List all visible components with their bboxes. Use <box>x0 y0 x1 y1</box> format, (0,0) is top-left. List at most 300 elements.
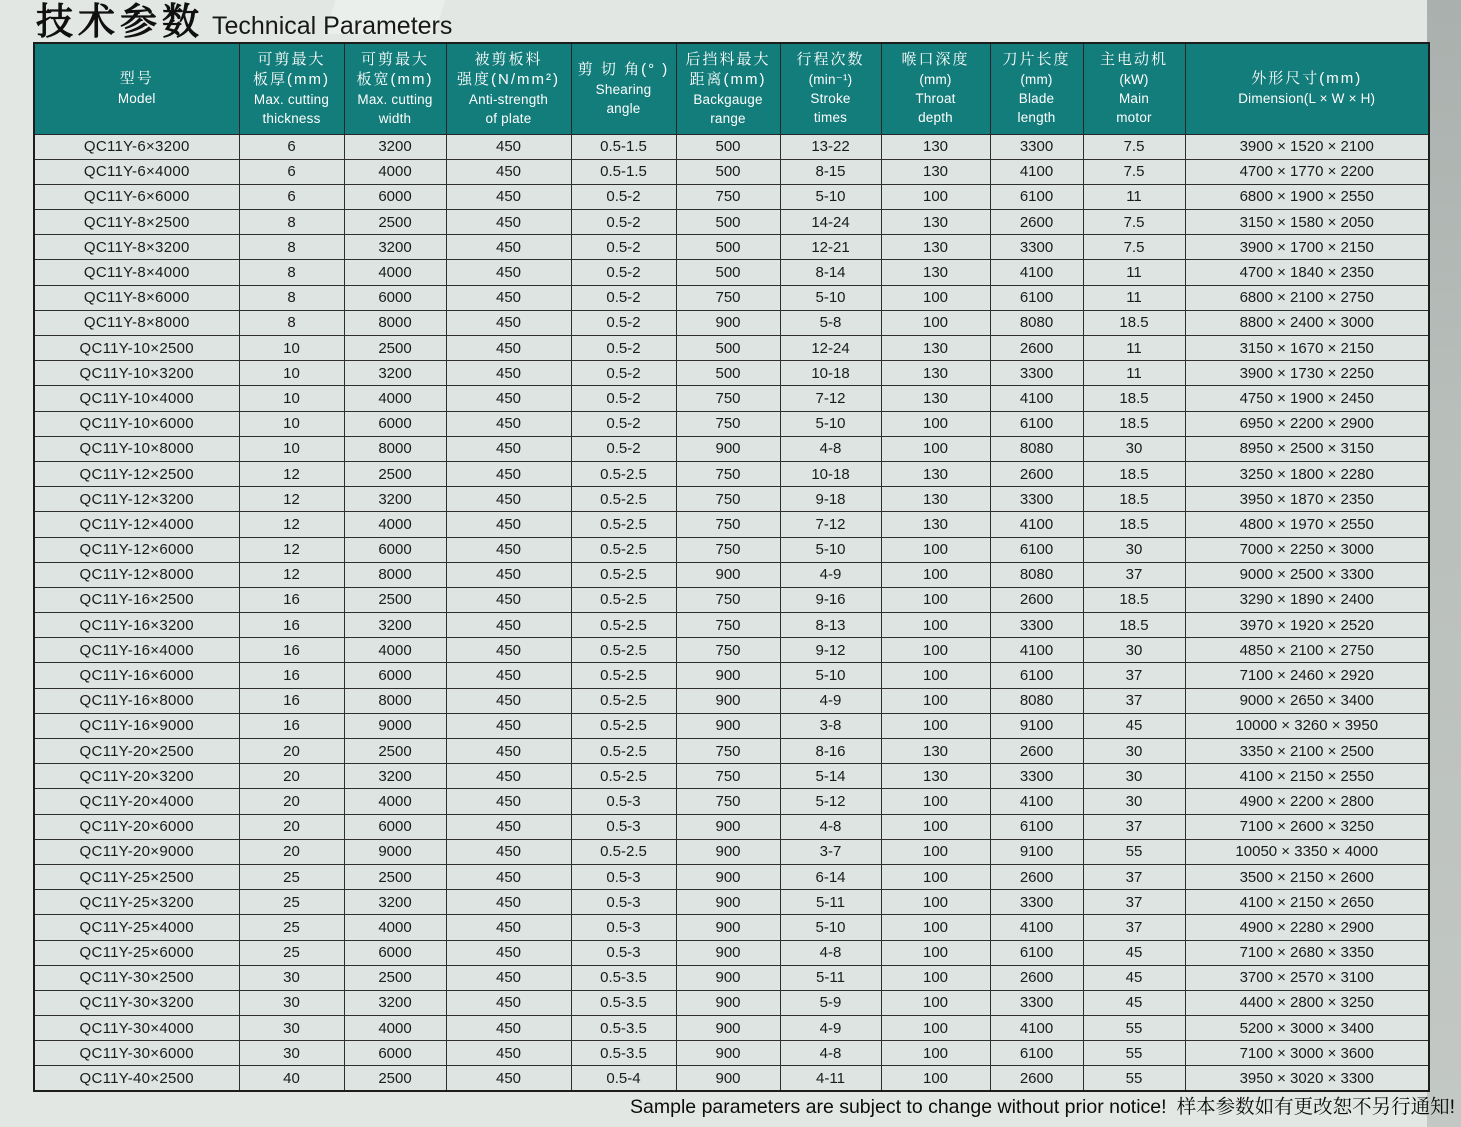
header-line: Throat <box>915 91 956 107</box>
cell-motor: 11 <box>1083 336 1185 361</box>
cell-backgauge: 900 <box>676 814 780 839</box>
cell-backgauge: 900 <box>676 839 780 864</box>
header-line: Max. cutting <box>357 91 433 107</box>
cell-width: 2500 <box>344 461 446 486</box>
cell-stroke: 12-21 <box>780 235 881 260</box>
cell-angle: 0.5-2.5 <box>571 613 676 638</box>
cell-dimension: 4100 × 2150 × 2550 <box>1185 764 1429 789</box>
cell-backgauge: 900 <box>676 940 780 965</box>
cell-stroke: 9-16 <box>780 587 881 612</box>
cell-blade: 3300 <box>990 990 1083 1015</box>
table-row <box>34 688 1429 713</box>
table-row <box>34 864 1429 889</box>
page-title-en: Technical Parameters <box>212 12 453 40</box>
cell-motor: 55 <box>1083 1066 1185 1091</box>
header-line: (min⁻¹) <box>808 72 853 88</box>
cell-model: QC11Y-16×9000 <box>34 713 239 738</box>
cell-strength: 450 <box>446 663 571 688</box>
cell-throat: 100 <box>881 613 990 638</box>
cell-thickness: 40 <box>239 1066 344 1091</box>
cell-angle: 0.5-2.5 <box>571 739 676 764</box>
cell-motor: 30 <box>1083 789 1185 814</box>
cell-angle: 0.5-2 <box>571 310 676 335</box>
table-row <box>34 436 1429 461</box>
cell-strength: 450 <box>446 990 571 1015</box>
cell-throat: 100 <box>881 890 990 915</box>
cell-thickness: 10 <box>239 411 344 436</box>
cell-model: QC11Y-30×4000 <box>34 1016 239 1041</box>
table-row <box>34 613 1429 638</box>
cell-width: 8000 <box>344 688 446 713</box>
cell-width: 6000 <box>344 184 446 209</box>
page-title-cn: 技术参数 <box>36 1 204 42</box>
cell-motor: 45 <box>1083 990 1185 1015</box>
cell-strength: 450 <box>446 411 571 436</box>
cell-thickness: 10 <box>239 386 344 411</box>
cell-thickness: 20 <box>239 839 344 864</box>
table-row <box>34 336 1429 361</box>
cell-stroke: 13-22 <box>780 134 881 159</box>
cell-throat: 100 <box>881 537 990 562</box>
cell-motor: 55 <box>1083 1041 1185 1066</box>
table-row <box>34 814 1429 839</box>
table-row <box>34 134 1429 159</box>
cell-width: 8000 <box>344 436 446 461</box>
table-row <box>34 1041 1429 1066</box>
header-line: 被剪板料 <box>474 50 543 68</box>
cell-stroke: 6-14 <box>780 864 881 889</box>
cell-dimension: 3250 × 1800 × 2280 <box>1185 461 1429 486</box>
header-line: length <box>1017 110 1056 126</box>
cell-throat: 100 <box>881 638 990 663</box>
cell-strength: 450 <box>446 940 571 965</box>
cell-dimension: 4900 × 2280 × 2900 <box>1185 915 1429 940</box>
cell-width: 8000 <box>344 310 446 335</box>
cell-thickness: 12 <box>239 461 344 486</box>
table-row <box>34 512 1429 537</box>
cell-backgauge: 750 <box>676 461 780 486</box>
cell-thickness: 12 <box>239 537 344 562</box>
cell-stroke: 3-8 <box>780 713 881 738</box>
cell-angle: 0.5-1.5 <box>571 134 676 159</box>
cell-dimension: 4700 × 1840 × 2350 <box>1185 260 1429 285</box>
cell-dimension: 4400 × 2800 × 3250 <box>1185 990 1429 1015</box>
cell-motor: 55 <box>1083 1016 1185 1041</box>
table-row <box>34 285 1429 310</box>
cell-backgauge: 500 <box>676 235 780 260</box>
cell-model: QC11Y-30×2500 <box>34 965 239 990</box>
cell-backgauge: 900 <box>676 1041 780 1066</box>
header-line: 后挡料最大 <box>685 50 771 68</box>
cell-motor: 18.5 <box>1083 310 1185 335</box>
cell-backgauge: 900 <box>676 713 780 738</box>
cell-stroke: 4-9 <box>780 688 881 713</box>
cell-strength: 450 <box>446 1041 571 1066</box>
header-line: 可剪最大 <box>257 50 326 68</box>
cell-angle: 0.5-3.5 <box>571 1016 676 1041</box>
cell-motor: 11 <box>1083 361 1185 386</box>
cell-angle: 0.5-2.5 <box>571 562 676 587</box>
cell-dimension: 4750 × 1900 × 2450 <box>1185 386 1429 411</box>
cell-model: QC11Y-6×3200 <box>34 134 239 159</box>
cell-blade: 6100 <box>990 814 1083 839</box>
header-line: 强度(N/mm²) <box>457 70 560 88</box>
cell-dimension: 10050 × 3350 × 4000 <box>1185 839 1429 864</box>
technical-parameters-table <box>33 42 1430 1092</box>
cell-backgauge: 750 <box>676 638 780 663</box>
table-row <box>34 1016 1429 1041</box>
table-row <box>34 386 1429 411</box>
table-row <box>34 537 1429 562</box>
column-header-throat <box>881 43 990 134</box>
cell-dimension: 8950 × 2500 × 3150 <box>1185 436 1429 461</box>
cell-blade: 3300 <box>990 764 1083 789</box>
header-line: Blade <box>1018 91 1055 107</box>
header-line: 外形尺寸(mm) <box>1251 70 1363 88</box>
cell-backgauge: 500 <box>676 361 780 386</box>
cell-throat: 100 <box>881 184 990 209</box>
header-line: width <box>378 110 412 126</box>
cell-blade: 6100 <box>990 285 1083 310</box>
column-header-strength <box>446 43 571 134</box>
cell-blade: 2600 <box>990 336 1083 361</box>
cell-width: 2500 <box>344 965 446 990</box>
cell-backgauge: 750 <box>676 512 780 537</box>
cell-backgauge: 900 <box>676 310 780 335</box>
cell-width: 2500 <box>344 336 446 361</box>
cell-angle: 0.5-2.5 <box>571 461 676 486</box>
cell-width: 6000 <box>344 940 446 965</box>
cell-thickness: 16 <box>239 613 344 638</box>
cell-thickness: 30 <box>239 1041 344 1066</box>
cell-motor: 37 <box>1083 814 1185 839</box>
cell-backgauge: 750 <box>676 613 780 638</box>
cell-dimension: 3350 × 2100 × 2500 <box>1185 739 1429 764</box>
cell-motor: 7.5 <box>1083 134 1185 159</box>
cell-thickness: 10 <box>239 361 344 386</box>
header-line: Anti-strength <box>468 91 549 107</box>
cell-angle: 0.5-1.5 <box>571 159 676 184</box>
cell-angle: 0.5-2 <box>571 260 676 285</box>
cell-angle: 0.5-2.5 <box>571 688 676 713</box>
cell-backgauge: 750 <box>676 764 780 789</box>
cell-throat: 100 <box>881 915 990 940</box>
cell-stroke: 5-10 <box>780 915 881 940</box>
cell-backgauge: 900 <box>676 864 780 889</box>
cell-throat: 100 <box>881 1041 990 1066</box>
cell-motor: 7.5 <box>1083 159 1185 184</box>
table-row <box>34 789 1429 814</box>
cell-model: QC11Y-20×9000 <box>34 839 239 864</box>
header-line: Max. cutting <box>253 91 330 107</box>
header-line: of plate <box>485 110 532 126</box>
cell-throat: 130 <box>881 235 990 260</box>
table-row <box>34 310 1429 335</box>
cell-strength: 450 <box>446 260 571 285</box>
cell-motor: 45 <box>1083 965 1185 990</box>
cell-motor: 18.5 <box>1083 411 1185 436</box>
cell-motor: 30 <box>1083 436 1185 461</box>
cell-strength: 450 <box>446 562 571 587</box>
cell-blade: 2600 <box>990 965 1083 990</box>
cell-model: QC11Y-12×6000 <box>34 537 239 562</box>
cell-stroke: 4-9 <box>780 562 881 587</box>
cell-model: QC11Y-25×6000 <box>34 940 239 965</box>
cell-thickness: 20 <box>239 814 344 839</box>
cell-strength: 450 <box>446 537 571 562</box>
cell-blade: 3300 <box>990 235 1083 260</box>
cell-width: 6000 <box>344 663 446 688</box>
cell-width: 4000 <box>344 638 446 663</box>
cell-blade: 6100 <box>990 940 1083 965</box>
cell-thickness: 10 <box>239 336 344 361</box>
cell-angle: 0.5-2.5 <box>571 764 676 789</box>
cell-model: QC11Y-6×4000 <box>34 159 239 184</box>
table-row <box>34 839 1429 864</box>
cell-throat: 130 <box>881 386 990 411</box>
cell-motor: 37 <box>1083 562 1185 587</box>
cell-width: 6000 <box>344 285 446 310</box>
column-header-blade <box>990 43 1083 134</box>
cell-backgauge: 750 <box>676 184 780 209</box>
cell-strength: 450 <box>446 1066 571 1091</box>
cell-width: 9000 <box>344 713 446 738</box>
cell-stroke: 8-14 <box>780 260 881 285</box>
cell-strength: 450 <box>446 159 571 184</box>
cell-dimension: 7000 × 2250 × 3000 <box>1185 537 1429 562</box>
cell-width: 4000 <box>344 260 446 285</box>
table-body <box>34 134 1429 1091</box>
cell-angle: 0.5-3.5 <box>571 1041 676 1066</box>
cell-thickness: 30 <box>239 990 344 1015</box>
table-row <box>34 461 1429 486</box>
cell-blade: 2600 <box>990 210 1083 235</box>
table-row <box>34 764 1429 789</box>
cell-model: QC11Y-12×3200 <box>34 487 239 512</box>
cell-throat: 130 <box>881 336 990 361</box>
cell-motor: 7.5 <box>1083 235 1185 260</box>
cell-blade: 4100 <box>990 1016 1083 1041</box>
footer-note-cn: 样本参数如有更改恕不另行通知! <box>1176 1096 1455 1118</box>
cell-throat: 100 <box>881 688 990 713</box>
cell-motor: 11 <box>1083 260 1185 285</box>
cell-backgauge: 750 <box>676 285 780 310</box>
cell-blade: 9100 <box>990 839 1083 864</box>
header-line: 板厚(mm) <box>253 70 330 88</box>
cell-width: 6000 <box>344 814 446 839</box>
cell-dimension: 3700 × 2570 × 3100 <box>1185 965 1429 990</box>
column-header-stroke <box>780 43 881 134</box>
header-line: 剪 切 角(° ) <box>577 60 670 78</box>
cell-strength: 450 <box>446 184 571 209</box>
cell-motor: 18.5 <box>1083 613 1185 638</box>
cell-angle: 0.5-2.5 <box>571 512 676 537</box>
cell-dimension: 4700 × 1770 × 2200 <box>1185 159 1429 184</box>
cell-dimension: 7100 × 2460 × 2920 <box>1185 663 1429 688</box>
cell-throat: 100 <box>881 965 990 990</box>
cell-strength: 450 <box>446 789 571 814</box>
cell-stroke: 5-10 <box>780 411 881 436</box>
header-line: motor <box>1116 110 1152 126</box>
cell-angle: 0.5-3 <box>571 915 676 940</box>
cell-model: QC11Y-20×3200 <box>34 764 239 789</box>
cell-thickness: 8 <box>239 310 344 335</box>
header-row <box>34 43 1429 134</box>
cell-strength: 450 <box>446 688 571 713</box>
table-row <box>34 210 1429 235</box>
header-line: 刀片长度 <box>1002 51 1071 69</box>
cell-backgauge: 750 <box>676 537 780 562</box>
cell-backgauge: 900 <box>676 436 780 461</box>
cell-model: QC11Y-16×6000 <box>34 663 239 688</box>
cell-angle: 0.5-3 <box>571 890 676 915</box>
cell-motor: 18.5 <box>1083 512 1185 537</box>
cell-throat: 130 <box>881 159 990 184</box>
cell-thickness: 25 <box>239 864 344 889</box>
cell-width: 6000 <box>344 1041 446 1066</box>
cell-blade: 4100 <box>990 512 1083 537</box>
cell-backgauge: 750 <box>676 739 780 764</box>
cell-dimension: 3950 × 3020 × 3300 <box>1185 1066 1429 1091</box>
header-line: Shearing <box>595 81 652 97</box>
header-line: Main <box>1118 91 1150 107</box>
cell-motor: 37 <box>1083 864 1185 889</box>
cell-angle: 0.5-2.5 <box>571 839 676 864</box>
cell-motor: 30 <box>1083 537 1185 562</box>
cell-model: QC11Y-25×3200 <box>34 890 239 915</box>
cell-stroke: 4-8 <box>780 436 881 461</box>
cell-model: QC11Y-16×4000 <box>34 638 239 663</box>
cell-stroke: 14-24 <box>780 210 881 235</box>
cell-blade: 8080 <box>990 688 1083 713</box>
cell-angle: 0.5-2 <box>571 210 676 235</box>
cell-thickness: 30 <box>239 965 344 990</box>
cell-throat: 100 <box>881 663 990 688</box>
cell-model: QC11Y-8×3200 <box>34 235 239 260</box>
cell-width: 4000 <box>344 159 446 184</box>
cell-strength: 450 <box>446 713 571 738</box>
cell-thickness: 20 <box>239 789 344 814</box>
cell-motor: 18.5 <box>1083 587 1185 612</box>
cell-blade: 6100 <box>990 1041 1083 1066</box>
cell-thickness: 16 <box>239 663 344 688</box>
cell-blade: 4100 <box>990 915 1083 940</box>
cell-throat: 130 <box>881 764 990 789</box>
cell-stroke: 5-10 <box>780 184 881 209</box>
table-row <box>34 965 1429 990</box>
page-title <box>36 0 452 44</box>
cell-blade: 8080 <box>990 436 1083 461</box>
cell-thickness: 25 <box>239 915 344 940</box>
cell-throat: 100 <box>881 562 990 587</box>
cell-angle: 0.5-3 <box>571 814 676 839</box>
cell-dimension: 4800 × 1970 × 2550 <box>1185 512 1429 537</box>
cell-model: QC11Y-16×8000 <box>34 688 239 713</box>
cell-strength: 450 <box>446 1016 571 1041</box>
cell-motor: 30 <box>1083 764 1185 789</box>
cell-dimension: 3500 × 2150 × 2600 <box>1185 864 1429 889</box>
cell-throat: 100 <box>881 285 990 310</box>
cell-dimension: 9000 × 2500 × 3300 <box>1185 562 1429 587</box>
cell-blade: 6100 <box>990 537 1083 562</box>
cell-dimension: 7100 × 2680 × 3350 <box>1185 940 1429 965</box>
table-row <box>34 487 1429 512</box>
cell-motor: 45 <box>1083 940 1185 965</box>
table-row <box>34 159 1429 184</box>
cell-strength: 450 <box>446 336 571 361</box>
cell-model: QC11Y-25×2500 <box>34 864 239 889</box>
cell-stroke: 9-12 <box>780 638 881 663</box>
header-line: 距离(mm) <box>689 70 767 88</box>
cell-model: QC11Y-10×2500 <box>34 336 239 361</box>
table-row <box>34 663 1429 688</box>
cell-model: QC11Y-30×6000 <box>34 1041 239 1066</box>
table-row <box>34 361 1429 386</box>
cell-blade: 8080 <box>990 562 1083 587</box>
cell-width: 3200 <box>344 235 446 260</box>
cell-blade: 2600 <box>990 739 1083 764</box>
cell-blade: 6100 <box>990 411 1083 436</box>
cell-thickness: 20 <box>239 764 344 789</box>
cell-width: 2500 <box>344 739 446 764</box>
cell-stroke: 10-18 <box>780 361 881 386</box>
cell-stroke: 5-10 <box>780 663 881 688</box>
cell-stroke: 4-8 <box>780 1041 881 1066</box>
cell-throat: 100 <box>881 713 990 738</box>
header-line: (mm) <box>1020 72 1053 88</box>
cell-model: QC11Y-6×6000 <box>34 184 239 209</box>
cell-thickness: 16 <box>239 688 344 713</box>
cell-blade: 4100 <box>990 789 1083 814</box>
cell-stroke: 12-24 <box>780 336 881 361</box>
header-line: 板宽(mm) <box>356 70 434 88</box>
cell-backgauge: 900 <box>676 965 780 990</box>
cell-backgauge: 900 <box>676 890 780 915</box>
cell-throat: 130 <box>881 134 990 159</box>
header-line: Model <box>117 91 156 107</box>
cell-motor: 18.5 <box>1083 386 1185 411</box>
cell-model: QC11Y-20×2500 <box>34 739 239 764</box>
table-row <box>34 184 1429 209</box>
cell-strength: 450 <box>446 134 571 159</box>
cell-motor: 30 <box>1083 739 1185 764</box>
cell-thickness: 6 <box>239 184 344 209</box>
cell-thickness: 16 <box>239 638 344 663</box>
cell-backgauge: 900 <box>676 1016 780 1041</box>
cell-blade: 4100 <box>990 159 1083 184</box>
cell-angle: 0.5-2 <box>571 436 676 461</box>
cell-stroke: 5-8 <box>780 310 881 335</box>
cell-angle: 0.5-2.5 <box>571 663 676 688</box>
cell-thickness: 20 <box>239 739 344 764</box>
cell-strength: 450 <box>446 965 571 990</box>
cell-model: QC11Y-10×4000 <box>34 386 239 411</box>
cell-thickness: 30 <box>239 1016 344 1041</box>
cell-strength: 450 <box>446 814 571 839</box>
cell-blade: 4100 <box>990 386 1083 411</box>
cell-stroke: 8-15 <box>780 159 881 184</box>
cell-model: QC11Y-30×3200 <box>34 990 239 1015</box>
table-row <box>34 890 1429 915</box>
cell-backgauge: 500 <box>676 336 780 361</box>
cell-angle: 0.5-2.5 <box>571 587 676 612</box>
header-line: depth <box>918 110 953 126</box>
cell-motor: 18.5 <box>1083 487 1185 512</box>
cell-thickness: 12 <box>239 562 344 587</box>
cell-dimension: 3970 × 1920 × 2520 <box>1185 613 1429 638</box>
header-line: Stroke <box>810 91 851 107</box>
cell-backgauge: 900 <box>676 990 780 1015</box>
